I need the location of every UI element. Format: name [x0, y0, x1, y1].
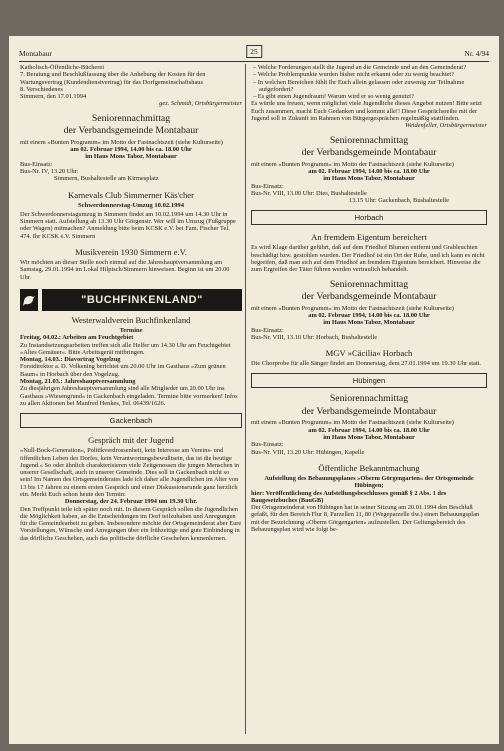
bus-line: Bus-Nr. IV, 13.20 Uhr:	[20, 167, 79, 175]
karneval-text: Der Schwerdonnerstagumzug in Simmern findet am 10.02.1994 um 14.30 Uhr in Simmern statt. Aufstellung ab 13.30 Uhr Görgenstr. Wer will im Umzug (Fußgruppe oder Wagen) mitmachen? Anmeldung bitte beim KCSK e.V. bei Fam. Fischer Tel. 474. Ihr KCSK e.V. Simmern	[20, 210, 236, 240]
closing-text: Es würde uns freuen, wenn möglichst viele Jugendliche dieses Angebot nutzen! Bitte setzt Euch zusammen, macht Euch Gedanken und kommt alle!! Diese Gesprächsreihe mit der Jugend soll in Zukunft im Rahmen von Bürgergesprächen regelmäßig stattfinden.	[251, 100, 482, 123]
jugend-title: Gespräch mit der Jugend	[88, 435, 174, 446]
senior-text: mit einem »Bunten Programm« im Motto der Fastnachtszeit (siehe Kulturseite)	[251, 419, 454, 427]
signature: Weidenfeller, Ortsbürgermeister	[405, 122, 487, 130]
senior-place: im Haus Mons Tabor, Montabaur	[323, 319, 415, 327]
senior-title: Seniorennachmittag	[329, 134, 409, 146]
karneval-subtitle: Schwerdonnerstag-Umzug 10.02.1994	[77, 201, 185, 209]
bus-label: Bus-Einsatz:	[251, 182, 284, 190]
question-item: – Welche Problempunkte wurden bisher nicht erkannt oder zu wenig beachtet?	[253, 71, 454, 79]
senior-subtitle: der Verbandsgemeinde Montabaur	[301, 291, 437, 303]
issue-number: Nr. 4/94	[464, 49, 489, 58]
musik-title: Musikverein 1930 Simmern e.V.	[75, 247, 187, 258]
senior-place: im Haus Mons Tabor, Montabaur	[323, 175, 415, 183]
bekanntmachung-text: Der Ortsgemeinderat von Hübingen hat in seiner Sitzung am 20.01.1994 den Beschluß gefaßt, für den Bereich Flur 8, Parzellen 11, 80 (Wegeparzelle tlw.) einen Bebauungsplan mit der Bezeichnung »Oberm Görgengarten« aufzustellen. Der Geltungsbereich des Bebauungsplan wird wie folgt be-	[251, 504, 480, 533]
musik-text: Wir möchten an dieser Stelle noch einmal auf die Jahreshauptversammlung am Samstag, 29.01.1994 im Lokal Hilpisch/Simmern hinweisen. Beginn ist um 20.00 Uhr.	[20, 259, 230, 281]
bus-label: Bus-Einsatz:	[251, 441, 284, 449]
buchfinkenland-banner	[20, 289, 242, 311]
bus-line: Bus-Nr. VIII, 13.00 Uhr: Dies, Bushaltestelle	[251, 189, 367, 197]
agenda-item: Katholisch-Öffentliche-Bücherei	[20, 64, 104, 71]
jugend-date: Donnerstag, der 24. Februar 1994 um 19.30 Uhr.	[64, 498, 198, 506]
ww-event-text: Forstdirektor a. D. Volkening berichtet um 20.00 Uhr im Gasthaus »Zum grünen Baum« in Horbach über den Vogelzug.	[20, 363, 226, 378]
bus-label: Bus-Einsatz:	[251, 326, 284, 334]
bekanntmachung-subtitle: Aufstellung des Bebauungsplanes »Oberm Görgengarten« der Ortsgemeinde Hübingen;	[264, 474, 474, 490]
ww-termine: Termine	[119, 326, 143, 334]
jugend-text2: Den Treffpunkt teile ich später noch mit. In diesem Gespräch sollen die Jugendlichen die Möglichkeit haben, an die Entscheidungen im Dorf teilzuhaben und Anregungen für die Gemeindearbeit zu geben. Insbesondere möchte der Ortsgemeinderat aber Eure Vorstellungen, Wünsche und Anregungen über ein frühzeitige und gute Einbindung in das dörfliche Geschehen, auch das politische dörfliche Geschehen kennenlernen.	[20, 505, 242, 542]
question-item: – Es gibt einen Jugendraum! Warum wird er so wenig genutzt?	[253, 93, 414, 101]
bus-line: Bus-Nr. VIII, 13.10 Uhr: Horbach, Bushaltestelle	[251, 333, 378, 341]
signature: gez. Schmidt, Ortsbürgermeister	[159, 100, 242, 108]
senior-subtitle: der Verbandsgemeinde Montabaur	[301, 405, 437, 417]
senior-title: Seniorennachmittag	[329, 278, 409, 290]
senior-date: am 02. Februar 1994, 14.00 bis ca. 18.00 Uhr	[308, 311, 430, 319]
banner-text: "BUCHFINKENLAND"	[42, 289, 242, 311]
senior-text: mit einem »Bunten Programm« im Motto der Fastnachtszeit (siehe Kulturseite)	[251, 304, 454, 312]
senior-subtitle: der Verbandsgemeinde Montabaur	[301, 147, 437, 159]
agenda-item: 8. Verschiedenes	[20, 85, 63, 93]
ww-title: Westerwaldverein Buchfinkenland	[71, 314, 191, 325]
ww-event-text: Zu Instandsetzungsarbeiten treffen sich alle Helfer um 14.30 Uhr am Feuchtgebiet »Altes Gemäuer«. Bitte Arbeitsgerät mitbringen.	[20, 341, 231, 356]
left-column	[20, 64, 242, 542]
karneval-title: Karnevals Club Simmerner Käs'cher	[68, 189, 194, 200]
senior-place: im Haus Mons Tabor, Montabaur	[85, 153, 177, 161]
page-number: 25	[246, 45, 262, 58]
senior-title: Seniorennachmittag	[329, 393, 409, 405]
senior-place: im Haus Mons Tabor, Montabaur	[323, 434, 415, 442]
senior-date: am 02. Februar 1994, 14.00 bis ca. 18.00 Uhr	[308, 167, 430, 175]
section-huebingen: Hübingen	[251, 373, 487, 388]
question-item: – Welche Forderungen stellt die Jugend an die Gemeinde und an den Gemeinderat?	[253, 64, 467, 71]
right-column	[251, 64, 487, 533]
ww-event: Montag, 14.03.: Diavortrag Vogelzug	[20, 356, 121, 364]
senior-subtitle: der Verbandsgemeinde Montabaur	[63, 125, 199, 137]
dateline: Simmern, den 17.01.1994	[20, 93, 87, 101]
agenda-item: 7. Beratung und Beschlußfassung über die Anhebung der Kosten für den Wartungsvertrag (Kundendienstvertrag) für das Dorfgemeinschaftshaus	[20, 71, 206, 86]
header-rule	[19, 61, 489, 62]
newspaper-page	[9, 36, 499, 744]
bus-stop: Simmern, Bushaltestelle am Kirmesplatz	[54, 175, 159, 183]
mgv-title: MGV »Cäcilia« Horbach	[325, 348, 413, 359]
column-divider	[245, 64, 246, 734]
ww-event-text: Zu diesjährigen Jahreshauptversammlung sind alle Mitglieder um 20.00 Uhr ins Gasthaus »Wiesengrund« in Gackenbach eingeladen. Termine bitte vormerken! Infos zu allen Aktionen bei Manfred Henkes, Tel. 06439/1626.	[20, 385, 238, 407]
page-header	[19, 45, 489, 59]
bus-label: Bus-Einsatz:	[20, 160, 53, 168]
bus-stop: 13.15 Uhr: Gackenbach, Bushaltestelle	[349, 197, 449, 205]
bus-line: Bus-Nr. VIII, 13.20 Uhr: Hübingen, Kapelle	[251, 448, 365, 456]
eigentum-title: An fremdem Eigentum bereichert	[311, 232, 427, 243]
eigentum-text: Es wird Klage darüber geführt, daß auf dem Friedhof Blumen entfernt und Grableuchten beschädigt bzw. gestohlen wurden. Der Friedhof ist ein Ort der Ruhe, und ich kann es nicht begreifen, daß man sich auf dem Friedhof an fremdem Eigentum bereichert. Hinweise die zum Ergreifen der Täter führen werden vertraulich behandelt.	[251, 244, 485, 274]
section-gackenbach: Gackenbach	[20, 413, 242, 428]
jugend-text: »Null-Bock-Generation«, Politikverdrossenheit, kein Interesse am Vereins- und öffentlichen Leben des Dorfes, kein Verantwortungsbewußtsein, das ist die heutige Jugend.« So oder ähnlich charakterisieren viele Zeitgenossen die jungen Menschen in unserer Gesellschaft, auch in unserer Gemeinde. Dies soll in Gackenbach nicht so sein! Im Namen des Ortsgemeinderates lade ich daher alle Jugendlichen im Alter von 13 bis 17 Jahren zu einem ersten Gespräch und einer Diskussionsrunde ganz herzlich ein. Merkt Euch schon heute den Termin:	[20, 447, 240, 498]
ww-event: Freitag, 04.02.: Arbeiten am Feuchtgebiet	[20, 334, 134, 342]
senior-date: am 02. Februar 1994, 14.00 bis ca. 18.00 Uhr	[308, 426, 430, 434]
bird-logo-icon	[20, 289, 38, 311]
bekanntmachung-hier: hier: Veröffentlichung des Aufstellungsbeschlusses gemäß § 2 Abs. 1 des Baugesetzbuches (BauGB)	[251, 489, 447, 504]
ww-event: Montag, 21.03.: Jahreshauptversammlung	[20, 378, 136, 386]
question-item: – In welchen Bereichen fühlt Ihr Euch allein gelassen oder zuwenig zur Teilnahme aufgefordert?	[253, 78, 465, 93]
mgv-text: Die Chorprobe für alle Sänger findet am Donnerstag, dem 27.01.1994 um 19.30 Uhr statt.	[251, 360, 482, 368]
senior-date: am 02. Februar 1994, 14.00 bis ca. 18.00 Uhr	[70, 146, 192, 154]
senior-text: mit einem »Bunten Programm« im Motto der Fastnachtszeit (siehe Kulturseite)	[251, 160, 454, 168]
senior-title: Seniorennachmittag	[91, 112, 171, 124]
header-town: Montabaur	[19, 49, 52, 58]
senior-text: mit einem »Bunten Programm« im Motto der Fastnachtszeit (siehe Kulturseite)	[20, 138, 223, 146]
bekanntmachung-title: Öffentliche Bekanntmachung	[318, 462, 420, 473]
section-horbach: Horbach	[251, 210, 487, 225]
